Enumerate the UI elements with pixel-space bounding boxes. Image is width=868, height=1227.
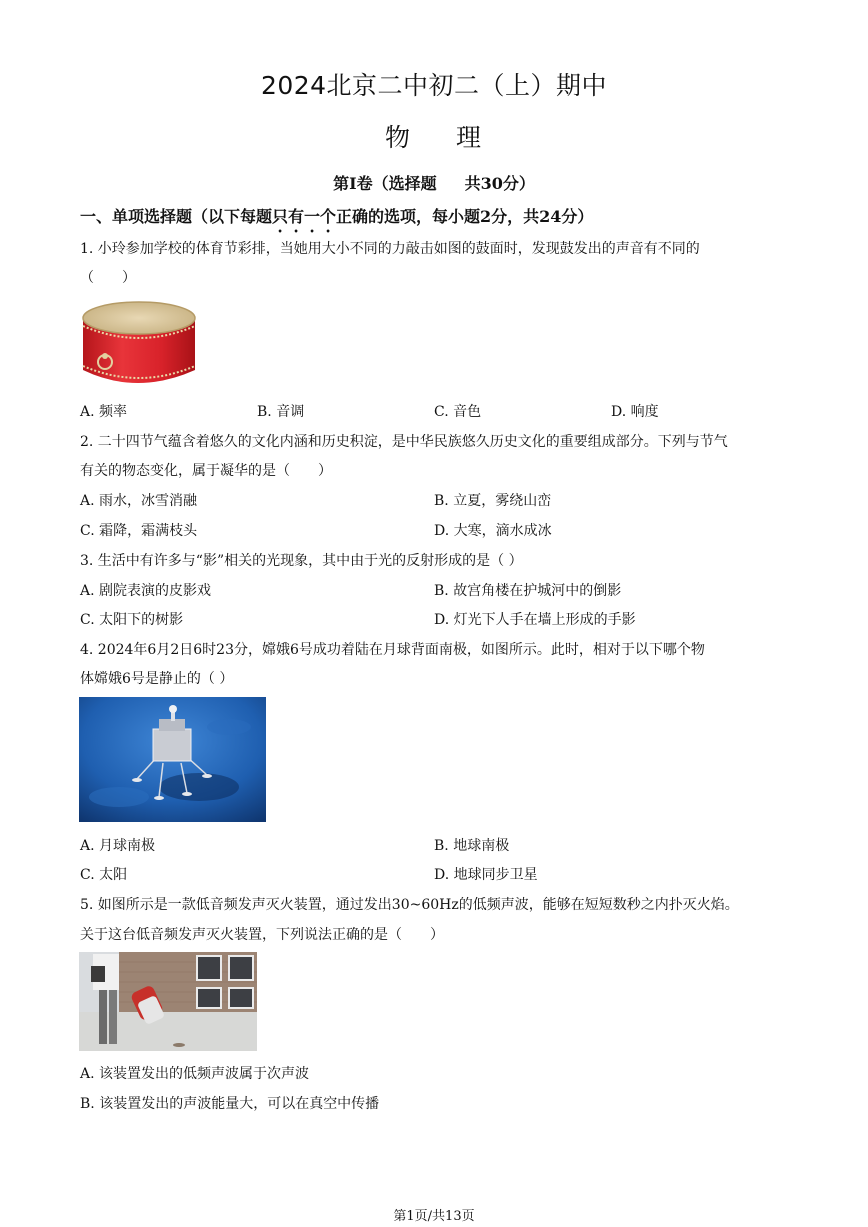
q2-option-a: A. 雨水，冰雪消融 [80,493,198,509]
question-5-line-1: 5. 如图所示是一款低音频发声灭火装置，通过发出30~60Hz的低频声波，能够在短短数秒之内扑灭火焰。 [80,897,739,913]
q3-option-d: D. 灯光下人手在墙上形成的手影 [434,612,636,628]
q1-option-d: D. 响度 [611,404,659,420]
q4-option-c: C. 太阳 [80,867,128,883]
q1-option-c: C. 音色 [434,404,482,420]
subject-title [0,118,868,154]
q4-option-a: A. 月球南极 [80,838,156,854]
exam-title: 2024北京二中初二（上）期中 [260,71,608,100]
question-5-line-2: 关于这台低音频发声灭火装置，下列说法正确的是（ ） [80,927,444,943]
page-footer: 第1页/共13页 [393,1209,475,1224]
q4-option-d: D. 地球同步卫星 [434,867,538,883]
q1-option-a: A. 频率 [80,404,128,420]
emphasis-text: 只有一个 [272,207,337,226]
q1-option-b: B. 音调 [257,404,305,420]
section-heading: 一、单项选择题（以下每题只有一个正确的选项，每小题2分，共24分） [80,207,594,226]
part-label: 第I卷（选择题 [333,174,437,193]
lunar-lander-image [79,697,266,822]
q4-option-b: B. 地球南极 [434,838,510,854]
q5-option-b: B. 该装置发出的声波能量大，可以在真空中传播 [80,1096,380,1112]
question-2-line-2: 有关的物态变化，属于凝华的是（ ） [80,463,332,479]
part-score: 共30分） [464,174,535,193]
q3-option-b: B. 故宫角楼在护城河中的倒影 [434,583,622,599]
part-heading [0,171,868,194]
question-3-line-1: 3. 生活中有许多与“影”相关的光现象，其中由于光的反射形成的是（ ） [80,553,523,569]
subject-char-2: 理 [456,123,484,152]
question-1-line-2: （ ） [80,270,136,286]
q3-option-c: C. 太阳下的树影 [80,612,184,628]
drum-image [79,296,199,388]
subject-char-1: 物 [384,123,412,152]
q2-option-b: B. 立夏，雾绕山峦 [434,493,552,509]
question-2-line-1: 2. 二十四节气蕴含着悠久的文化内涵和历史积淀，是中华民族悠久历史文化的重要组成部分。下列与节气 [80,434,728,450]
fire-extinguisher-image [79,952,257,1051]
question-4-line-2: 体嫦娥6号是静止的（ ） [80,671,234,687]
q2-option-d: D. 大寒，滴水成冰 [434,523,552,539]
q5-option-a: A. 该装置发出的低频声波属于次声波 [80,1066,310,1082]
q2-option-c: C. 霜降，霜满枝头 [80,523,198,539]
question-4-line-1: 4. 2024年6月2日6时23分，嫦娥6号成功着陆在月球背面南极，如图所示。此时，相对于以下哪个物 [80,642,705,658]
question-1-line-1: 1. 小玲参加学校的体育节彩排，当她用大小不同的力敲击如图的鼓面时，发现鼓发出的声音有不同的 [80,241,700,257]
q3-option-a: A. 剧院表演的皮影戏 [80,583,212,599]
